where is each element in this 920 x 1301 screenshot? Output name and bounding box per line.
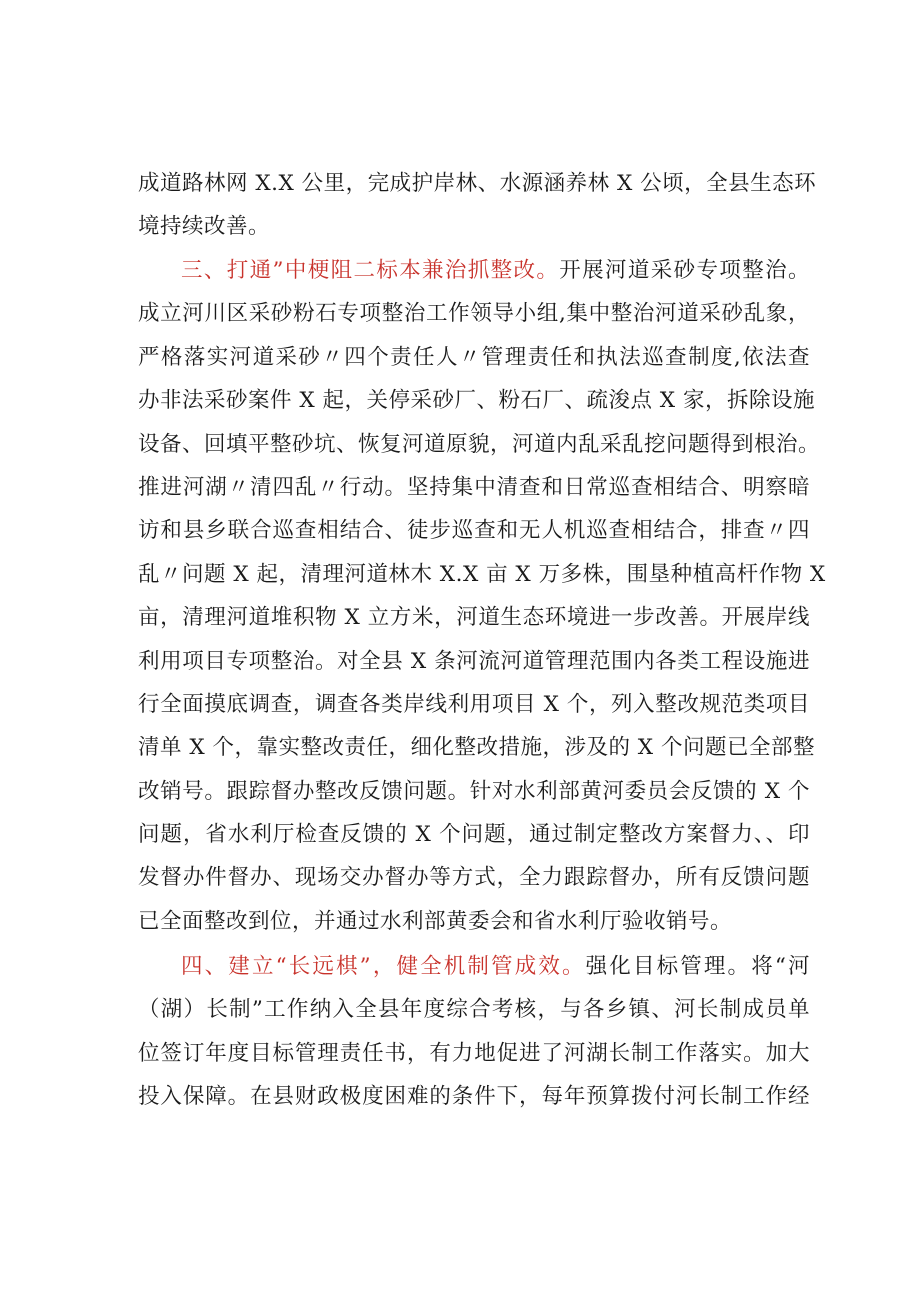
text-line: 境持续改善。 <box>138 214 271 240</box>
text-line: 利用项目专项整治。对全县 X 条河流河道管理范围内各类工程设施进 <box>138 648 810 674</box>
text-line-first <box>138 249 810 292</box>
text-line: 已全面整改到位，并通过水利部黄委会和省水利厅验收销号。 <box>138 908 733 934</box>
text-line: 办非法采砂案件 X 起，关停采砂厂、粉石厂、疏浚点 X 家，拆除设施 <box>138 388 815 414</box>
text-line: 清单 X 个，靠实整改责任，细化整改措施，涉及的 X 个问题已全部整 <box>138 735 815 761</box>
text-line: 成立河川区采砂粉石专项整治工作领导小组,集中整治河道采砂乱象， <box>138 301 810 327</box>
text-line: 访和县乡联合巡查相结合、徒步巡查和无人机巡查相结合，排查〃四 <box>138 518 810 544</box>
section-heading: 四、建立“长远棋”，健全机制管成效。 <box>181 954 586 979</box>
text-line: （湖）长制”工作纳入全县年度综合考核，与各乡镇、河长制成员单 <box>138 997 810 1023</box>
paragraph-section-three <box>138 249 826 943</box>
text-line: 位签订年度目标管理责任书，有力地促进了河湖长制工作落实。加大 <box>138 1040 810 1066</box>
text-line: 推进河湖〃清四乱〃行动。坚持集中清查和日常巡查相结合、明察暗 <box>138 474 810 500</box>
text-line: 问题，省水利厅检查反馈的 X 个问题，通过制定整改方案督力、、印 <box>138 822 810 848</box>
paragraph-continuation <box>138 162 817 249</box>
section-lead: 强化目标管理。将“河 <box>585 954 810 979</box>
text-line: 亩，清理河道堆积物 X 立方米，河道生态环境进一步改善。开展岸线 <box>138 605 810 631</box>
text-line: 严格落实河道采砂〃四个责任人〃管理责任和执法巡查制度,依法查 <box>138 344 810 370</box>
text-line-first <box>138 945 810 988</box>
section-lead: 开展河道采砂专项整治。 <box>559 258 810 283</box>
paragraph-section-four <box>138 945 810 1119</box>
text-line: 投入保障。在县财政极度困难的条件下，每年预算拨付河长制工作经 <box>138 1084 810 1110</box>
text-line: 设备、回填平整砂坑、恢复河道原貌，河道内乱采乱挖问题得到根治。 <box>138 431 821 457</box>
text-line: 行全面摸底调查，调查各类岸线利用项目 X 个，列入整改规范类项目 <box>138 691 810 717</box>
section-heading: 三、打通”中梗阻二标本兼治抓整改。 <box>181 258 560 283</box>
text-line: 改销号。跟踪督办整改反馈问题。针对水利部黄河委员会反馈的 X 个 <box>138 778 810 804</box>
text-line: 成道路林网 X.X 公里，完成护岸林、水源涵养林 X 公顷，全县生态环 <box>138 171 817 196</box>
text-line: 发督办件督办、现场交办督办等方式，全力跟踪督办，所有反馈问题 <box>138 865 810 891</box>
text-line: 乱〃问题 X 起，清理河道林木 X.X 亩 X 万多株，围垦种植高杆作物 X <box>138 561 826 587</box>
